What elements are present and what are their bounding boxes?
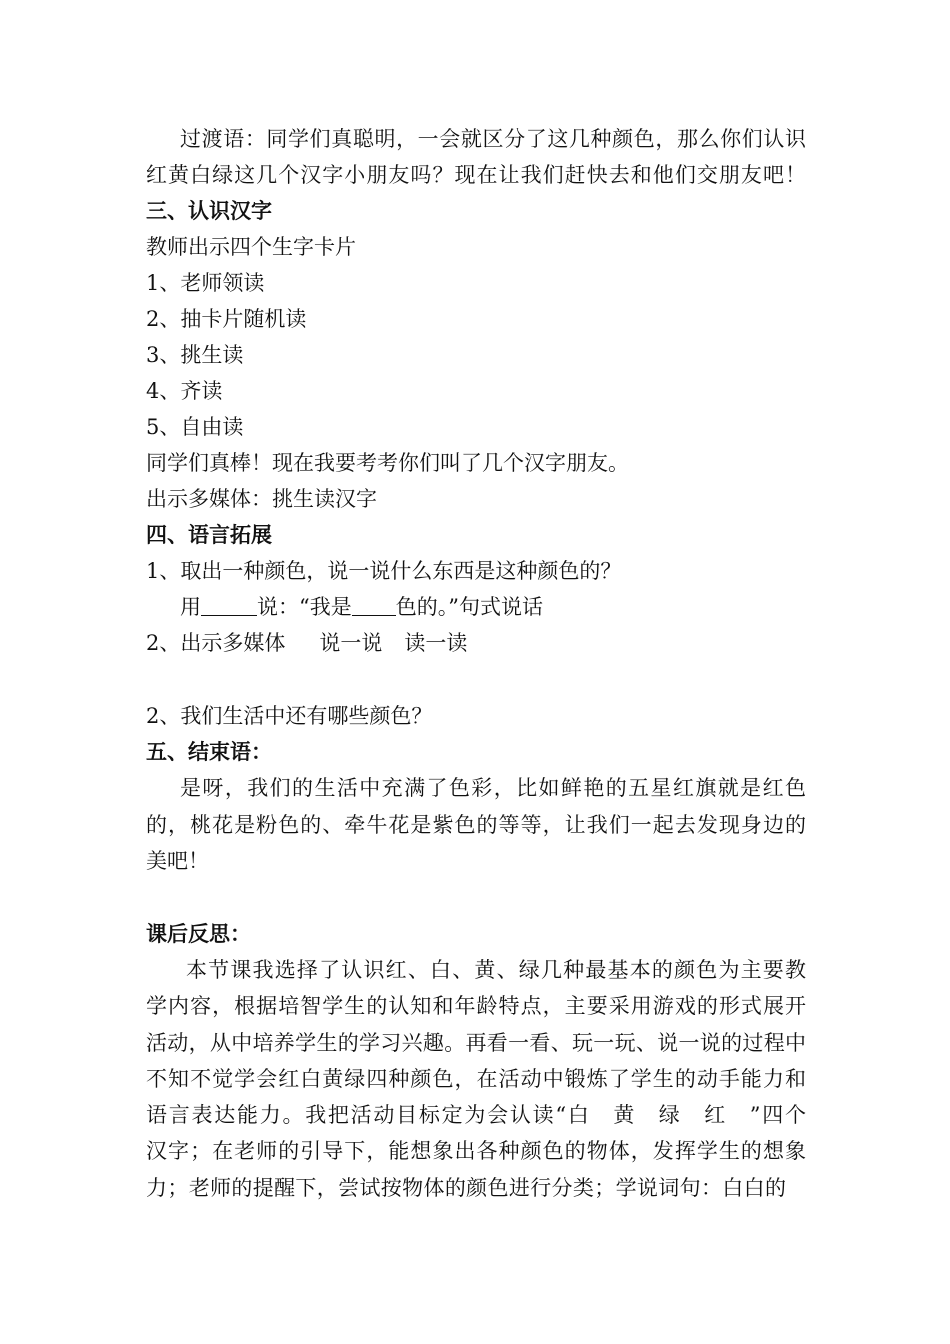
list-item-3: 3、挑生读 (146, 343, 244, 367)
list-item-5: 5、自由读 (146, 415, 244, 439)
reflection-heading: 课后反思： (146, 922, 251, 946)
section-4-item-2 (146, 629, 467, 657)
section-3-intro: 教师出示四个生字卡片 (146, 235, 356, 259)
list-item-1: 1、老师领读 (146, 271, 265, 295)
reflection-line-4: 不知不觉学会红白黄绿四种颜色，在活动中锻炼了学生的动手能力和 (146, 1067, 806, 1091)
reflection-line-1: 本节课我选择了认识红、白、黄、绿几种最基本的颜色为主要教 (186, 958, 806, 982)
list-item-4: 4、齐读 (146, 379, 223, 403)
transition-line-1: 过渡语：同学们真聪明，一会就区分了这几种颜色，那么你们认识 (180, 127, 806, 151)
transition-line-2: 红黄白绿这几个汉字小朋友吗？现在让我们赶快去和他们交朋友吧！ (146, 163, 806, 187)
list-item-2: 2、抽卡片随机读 (146, 307, 307, 331)
reflection-line-5: 语言表达能力。我把活动目标定为会认读“白 黄 绿 红 ”四个 (146, 1103, 806, 1127)
reflection-line-2: 学内容，根据培智学生的认知和年龄特点，主要采用游戏的形式展开 (146, 994, 806, 1018)
fill-blank-2 (352, 595, 396, 616)
closing-line-2: 的，桃花是粉色的、牵牛花是紫色的等等，让我们一起去发现身边的 (146, 813, 806, 837)
fill-blank-1 (201, 595, 257, 616)
reflection-line-3: 活动，从中培养学生的学习兴趣。再看一看、玩一玩、说一说的过程中 (146, 1031, 806, 1055)
closing-line-1: 是呀，我们的生活中充满了色彩，比如鲜艳的五星红旗就是红色 (180, 776, 806, 800)
sentence-pattern (180, 593, 543, 621)
section-4-item-3: 2、我们生活中还有哪些颜色？ (146, 704, 433, 728)
item-2-part-a: 2、出示多媒体 (146, 631, 286, 655)
pattern-part-a: 用 (180, 595, 201, 619)
reflection-line-6: 汉字；在老师的引导下，能想象出各种颜色的物体，发挥学生的想象 (146, 1139, 806, 1163)
section-3-heading: 三、认识汉字 (146, 199, 272, 223)
pattern-part-c: 色的。”句式说话 (395, 595, 543, 619)
closing-line-3: 美吧！ (146, 849, 209, 873)
item-2-part-c: 读一读 (404, 631, 468, 655)
praise-text: 同学们真棒！现在我要考考你们叫了几个汉字朋友。 (146, 451, 629, 475)
section-4-item-1: 1、取出一种颜色，说一说什么东西是这种颜色的？ (146, 559, 622, 583)
item-2-part-b: 说一说 (319, 631, 383, 655)
section-5-heading: 五、结束语： (146, 740, 272, 764)
reflection-line-7: 力；老师的提醒下，尝试按物体的颜色进行分类；学说词句：白白的 (146, 1176, 786, 1200)
pattern-part-b: 说：“我是 (257, 595, 352, 619)
section-4-heading: 四、语言拓展 (146, 523, 272, 547)
media-text: 出示多媒体：挑生读汉字 (146, 487, 377, 511)
